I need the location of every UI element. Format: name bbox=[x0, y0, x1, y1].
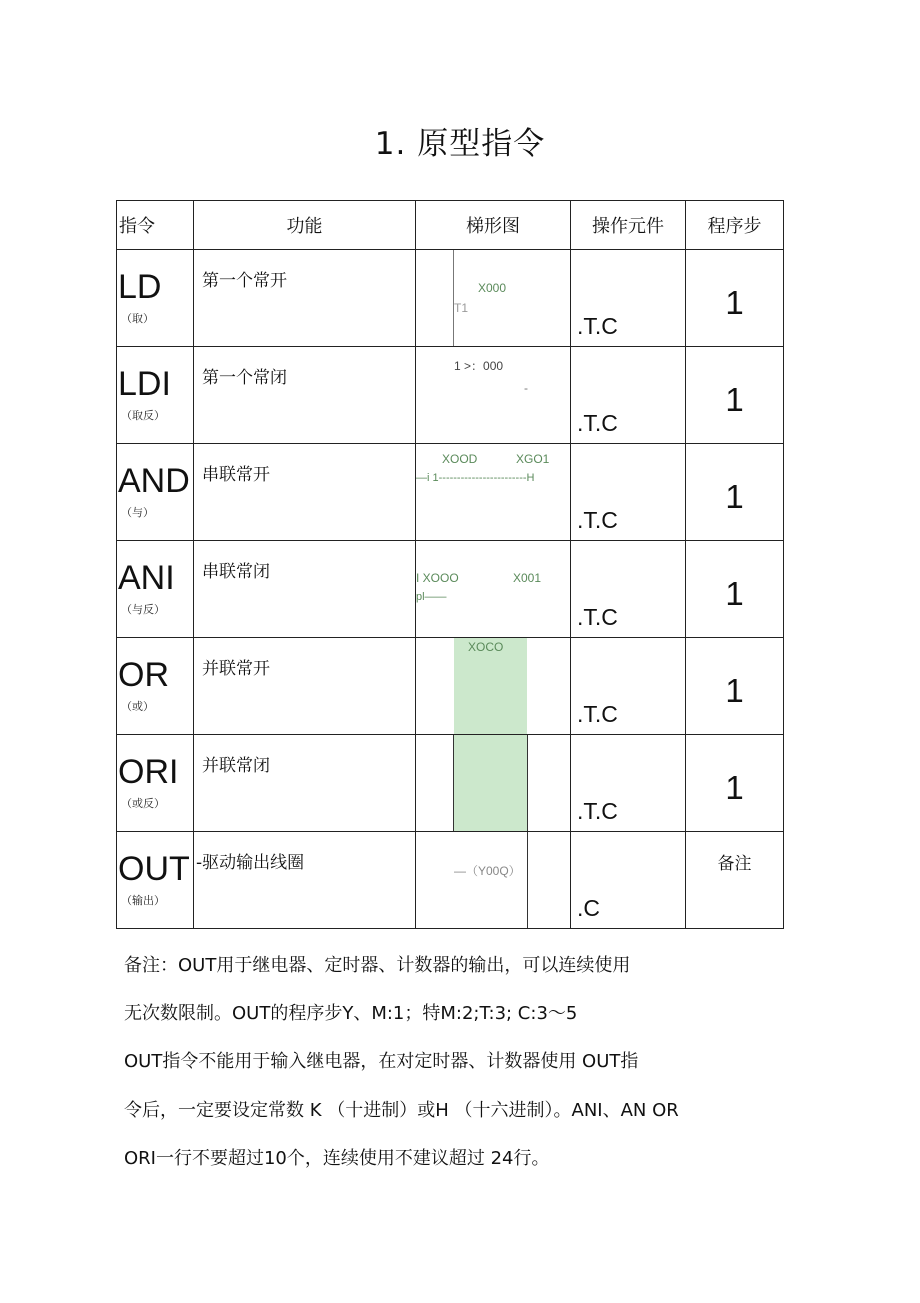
instruction-mnemonic: OR bbox=[118, 656, 169, 694]
table-header-row bbox=[117, 201, 784, 250]
instruction-meaning: （取） bbox=[121, 312, 154, 325]
ladder-label: - bbox=[524, 381, 528, 395]
elements-cell bbox=[571, 444, 686, 541]
function-text: 第一个常闭 bbox=[202, 368, 287, 388]
ladder-rung: pl—— bbox=[416, 591, 447, 603]
program-steps: 1 bbox=[725, 575, 744, 612]
ladder-contact-highlight bbox=[454, 735, 527, 831]
instruction-meaning: （与反） bbox=[121, 603, 165, 616]
ladder-cell bbox=[416, 638, 571, 735]
program-steps: 1 bbox=[725, 769, 744, 806]
instruction-mnemonic: AND bbox=[118, 462, 190, 500]
function-cell bbox=[194, 541, 416, 638]
elements-cell bbox=[571, 541, 686, 638]
instruction-meaning: （或） bbox=[121, 700, 154, 713]
steps-cell bbox=[686, 444, 784, 541]
function-text: -驱动输出线圈 bbox=[196, 853, 305, 873]
header-elements: 操作元件 bbox=[571, 201, 686, 250]
ladder-rail bbox=[527, 735, 528, 831]
remark-line-3: OUT指令不能用于输入继电器，在对定时器、计数器使用 OUT指 bbox=[124, 1051, 639, 1072]
instruction-cell bbox=[117, 250, 194, 347]
elements-cell bbox=[571, 250, 686, 347]
steps-cell bbox=[686, 250, 784, 347]
table-row bbox=[117, 347, 784, 444]
remark-line-4: 令后，一定要设定常数 K （十进制）或H （十六进制）。ANI、AN OR bbox=[124, 1100, 679, 1121]
ladder-rail bbox=[453, 250, 454, 346]
function-cell bbox=[194, 832, 416, 929]
header-function: 功能 bbox=[194, 201, 416, 250]
ladder-cell bbox=[416, 832, 571, 929]
instruction-meaning: （输出） bbox=[121, 894, 165, 907]
page-title: 1. 原型指令 bbox=[374, 126, 546, 162]
instruction-cell bbox=[117, 444, 194, 541]
operand-elements: .T.C bbox=[577, 604, 618, 630]
remark-line-2: 无次数限制。OUT的程序步Y、M:1；特M:2;T:3; C:3～5 bbox=[124, 1003, 578, 1024]
instruction-meaning: （与） bbox=[121, 506, 154, 519]
ladder-label: I XOOO bbox=[416, 571, 459, 585]
operand-elements: .T.C bbox=[577, 798, 618, 824]
function-text: 串联常闭 bbox=[202, 562, 270, 582]
ladder-cell bbox=[416, 250, 571, 347]
instruction-cell bbox=[117, 541, 194, 638]
steps-cell bbox=[686, 735, 784, 832]
operand-elements: .T.C bbox=[577, 701, 618, 727]
table-row bbox=[117, 250, 784, 347]
instruction-cell bbox=[117, 638, 194, 735]
table-row bbox=[117, 444, 784, 541]
header-ladder: 梯形图 bbox=[416, 201, 571, 250]
table-row bbox=[117, 638, 784, 735]
ladder-rail bbox=[527, 832, 528, 928]
function-text: 串联常开 bbox=[202, 465, 270, 485]
operand-elements: .T.C bbox=[577, 313, 618, 339]
instruction-mnemonic: LD bbox=[118, 268, 162, 306]
operand-elements: .T.C bbox=[577, 507, 618, 533]
instruction-mnemonic: ANI bbox=[118, 559, 175, 597]
program-steps-note: 备注 bbox=[717, 854, 752, 874]
elements-cell bbox=[571, 735, 686, 832]
ladder-cell bbox=[416, 347, 571, 444]
remark-line-5: ORI一行不要超过10个，连续使用不建议超过 24行。 bbox=[124, 1148, 550, 1169]
program-steps: 1 bbox=[725, 284, 744, 321]
instruction-meaning: （取反） bbox=[121, 409, 165, 422]
ladder-coil: —（Y00Q） bbox=[454, 864, 521, 878]
function-cell bbox=[194, 444, 416, 541]
function-cell bbox=[194, 347, 416, 444]
table-row bbox=[117, 735, 784, 832]
instruction-cell bbox=[117, 347, 194, 444]
program-steps: 1 bbox=[725, 672, 744, 709]
operand-elements: .T.C bbox=[577, 410, 618, 436]
remark-line-1: 备注：OUT用于继电器、定时器、计数器的输出，可以连续使用 bbox=[124, 955, 631, 976]
elements-cell bbox=[571, 638, 686, 735]
steps-cell bbox=[686, 832, 784, 929]
instruction-cell bbox=[117, 735, 194, 832]
instruction-mnemonic: ORI bbox=[118, 753, 179, 791]
ladder-label: X001 bbox=[513, 571, 542, 585]
function-text: 并联常闭 bbox=[202, 756, 270, 776]
function-cell bbox=[194, 735, 416, 832]
instruction-meaning: （或反） bbox=[121, 797, 165, 810]
function-cell bbox=[194, 638, 416, 735]
ladder-rung: —i 1------------------------H bbox=[416, 472, 535, 484]
ladder-label: XOOD bbox=[442, 452, 478, 466]
elements-cell bbox=[571, 347, 686, 444]
program-steps: 1 bbox=[725, 381, 744, 418]
header-instruction: 指令 bbox=[117, 201, 194, 250]
instruction-table bbox=[116, 200, 784, 929]
ladder-label: 1 >：000 bbox=[454, 359, 504, 373]
steps-cell bbox=[686, 541, 784, 638]
ladder-label: XOCO bbox=[468, 640, 504, 654]
ladder-cell bbox=[416, 735, 571, 832]
function-text: 第一个常开 bbox=[202, 271, 287, 291]
ladder-cell bbox=[416, 541, 571, 638]
function-cell bbox=[194, 250, 416, 347]
table-row bbox=[117, 541, 784, 638]
elements-cell bbox=[571, 832, 686, 929]
function-text: 并联常开 bbox=[202, 659, 270, 679]
instruction-cell bbox=[117, 832, 194, 929]
instruction-mnemonic: OUT bbox=[118, 850, 190, 888]
ladder-rail bbox=[453, 735, 454, 831]
steps-cell bbox=[686, 638, 784, 735]
program-steps: 1 bbox=[725, 478, 744, 515]
ladder-label: T1 bbox=[454, 301, 469, 315]
ladder-label: XGO1 bbox=[516, 452, 550, 466]
header-steps: 程序步 bbox=[686, 201, 784, 250]
operand-elements: .C bbox=[577, 895, 600, 921]
instruction-mnemonic: LDI bbox=[118, 365, 171, 403]
table-row bbox=[117, 832, 784, 929]
steps-cell bbox=[686, 347, 784, 444]
ladder-label: X000 bbox=[478, 281, 507, 295]
ladder-cell bbox=[416, 444, 571, 541]
